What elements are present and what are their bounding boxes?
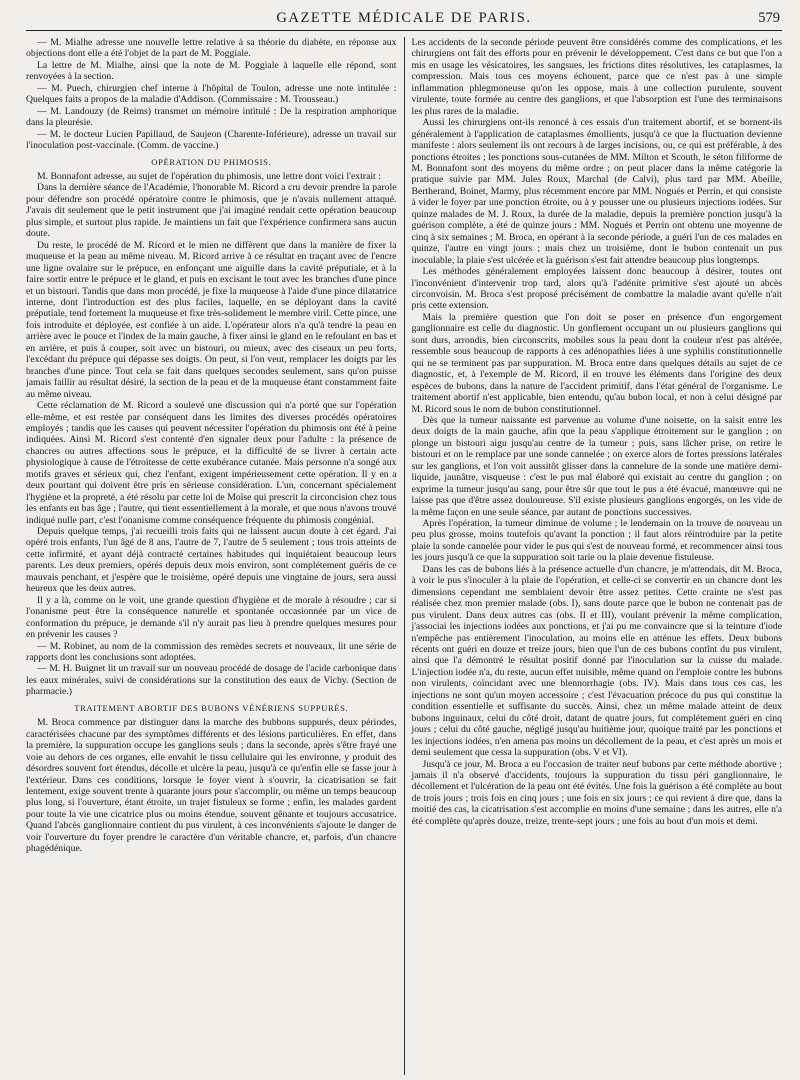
section-heading-bubons: TRAITEMENT ABORTIF DES BUBONS VÉNÉRIENS SUPPURÉS. <box>74 702 349 713</box>
paragraph: Dans la dernière séance de l'Académie, l'honorable M. Ricord a cru devoir prendre la parole pour défendre son procédé opératoire contre le phimosis, que je n'avais nullement attaqué. J'avais dit seulement que le petit instrument que j'ai imaginé rendait cette opération beaucoup plus simple, et surtout plus rapide. Je maintiens un fait que l'expérience confirmera sans aucun doute. <box>26 182 397 240</box>
section-heading-phimosis: OPÉRATION DU PHIMOSIS. <box>151 156 272 167</box>
paragraph: Après l'opération, la tumeur diminue de volume ; le lendemain on la trouve de nouveau un peu plus grosse, moins toutefois qu'avant la ponction ; il faut alors réintroduire par la petite plaie la sonde cannelée pour vider le pus qui s'est de nouveau formé, et recommencer ainsi tous les jours jusqu'à ce que la suppuration soit tarie ou la plaie devenue fistuleuse. <box>411 518 782 564</box>
paragraph: Aussi les chirurgiens ont-ils renoncé à ces essais d'un traitement abortif, et se bornent-ils généralement à l'application de cataplasmes émollients, jusqu'à ce que la fluctuation devienne manifeste : alors seulement ils ont recours à de larges incisions, ou, ce qui est préférable, à des ponctions étroites ; les ponctions sous-cutanées de MM. Milton et Scouth, le séton filiforme de M. Bonnafont sont des moyens du même ordre ; on peut placer dans la même catégorie la pratique suivie par MM. Jules Roux, Marchal (de Calvi), plus tard par MM. Abeille, Bertherand, Boinet, Marmy, plus récemment encore par MM. Nogués et Perrin, et qui consiste à vider le foyer par une ponction étroite, ou à y pousser une ou plusieurs injections iodées. Sur quinze malades de M. J. Roux, la durée de la maladie, depuis la première ponction jusqu'à la guérison complète, a été de quinze jours : MM. Nogués et Perrin ont obtenu une moyenne de cinq à six semaines ; M. Broca, en opérant à la seconde période, a guéri l'un de ces malades en quinze, l'autre en vingt jours ; mais chez un troisième, dont le bubon contenait un pus inoculable, la plaie s'est ulcérée et la guérison s'est fait attendre beaucoup plus longtemps. <box>411 117 782 266</box>
paragraph: — M. Robinet, au nom de la commission des remèdes secrets et nouveaux, lit une série de rapports dont les conclusions sont adoptées. <box>26 640 397 664</box>
paragraph: Depuis quelque temps, j'ai recueilli trois faits qui ne laissent aucun doute à cet égard. J'ai opéré trois enfants, l'un âgé de 8 ans, l'autre de 7, l'autre de 5 seulement ; tous trois atteints de cette infirmité, et ayant déjà contracté certaines habitudes qui inquiétaient beaucoup leurs parents. Les deux premiers, opérés depuis deux mois environ, sont complétement guéris de ce mauvais penchant, et j'espère que le troisième, opéré depuis une vingtaine de jours, sera aussi heureux que les deux autres. <box>26 526 397 595</box>
right-column <box>406 37 783 1075</box>
paragraph: — M. Landouzy (de Reims) transmet un mémoire intitulé : De la respiration amphorique dans la pleurésie. <box>26 105 397 129</box>
paragraph: Les accidents de la seconde période peuvent être considérés comme des complications, et les chirurgiens ont fait des efforts pour en prévenir le développement. C'est dans ce but que l'on a mis en usage les vésicatoires, les sangsues, les frictions dites résolutives, les cataplasmes, la compression. Mais tous ces moyens échouent, parce que ce n'est pas à une simple inflammation phlegmoneuse qu'on les oppose, mais à une collection purulente, souvent virulente, toute formée au centre des ganglions, et que l'absorption est l'une des terminaisons les plus rares de la maladie. <box>411 37 782 117</box>
paragraph: M. Broca commence par distinguer dans la marche des bubbons suppurés, deux périodes, caractérisées chacune par des symptômes différents et des lésions particulières. En effet, dans la première, la suppuration occupe les ganglions seuls ; dans la seconde, après s'être frayé une voie au dehors de ces organes, elle envahit le tissu cellulaire qui les environne, y produit des désordres souvent fort étendus, décolle et ulcère la peau, jusqu'à ce qu'enfin elle se fasse jour à l'extérieur. Dans ces conditions, lorsque le foyer vient à s'ouvrir, la cicatrisation se fait lentement, exige souvent trente à quarante jours pour s'accomplir, ou même un temps beaucoup plus long, si l'ouverture, étant étroite, un trajet fistuleux se forme ; enfin, les malades gardent pour toute la vie une cicatrice plus ou moins étendue, souvent gênante et toujours accusatrice. Quand l'abcès ganglionnaire contient du pus virulent, à ces inconvénients s'ajoute le danger de voir l'ouverture du foyer prendre le caractère d'un véritable chancre, et, parfois, d'un chancre phagédénique. <box>26 717 397 855</box>
paragraph: Cette réclamation de M. Ricord a soulevé une discussion qui n'a porté que sur l'opération elle-même, et est restée par conséquent dans les limites des diverses procédés opératoires employés ; tandis que les causes qui peuvent nécessiter l'opération du phimosis ont été à peine indiquées. Ainsi M. Ricord s'est contenté d'en signaler deux pour l'adulte : la présence de chancres ou autres affections sous le prépuce, et la difficulté de se livrer à certain acte physiologique à cause de l'étroitesse de cette exubérance cutanée. Mais personne n'a songé aux motifs graves et sérieux qui, chez l'enfant, exigent impérieusement cette opération. Il y en a deux pourtant qui doivent être pris en sérieuse considération. L'un, concernant spécialement l'hygiène et la propreté, a été résolu par cette loi de Moïse qui prescrit la circoncision chez tous les enfants en bas âge ; l'autre, qui tient essentiellement à la morale, et que nous n'avons trouvé indiqué nulle part, c'est l'onanisme comme conséquence fréquente du phimosis congénial. <box>26 400 397 526</box>
paragraph: Mais la première question que l'on doit se poser en présence d'un engorgement ganglionnaire est celle du diagnostic. Un gonflement occupant un ou plusieurs ganglions qui sont durs, arrondis, bien circonscrits, mobiles sous la peau dont la couleur n'est pas altérée, ressemble sous beaucoup de rapports à ces adénopathies liées à une syphilis constitutionnelle qui ne se terminent pas par suppuration. M. Broca entre dans quelques détails au sujet de ce diagnostic, et, à l'exemple de M. Ricord, il en trouve les éléments dans l'origine des deux espèces de bubons, dans la nature de l'accident primitif, dans l'état général de l'organisme. Le traitement abortif n'est applicable, bien entendu, qu'au bubon local, et non à celui désigné par M. Ricord sous le nom de bubon constitutionnel. <box>411 311 782 415</box>
paragraph: — M. H. Buignet lit un travail sur un nouveau procédé de dosage de l'acide carbonique dans les eaux minérales, suivi de considérations sur la constitution des eaux de Vichy. (Section de pharmacie.) <box>26 663 397 698</box>
paragraph: M. Bonnafont adresse, au sujet de l'opération du phimosis, une lettre dont voici l'extrait : <box>37 170 381 182</box>
paragraph: La lettre de M. Mialhe, ainsi que la note de M. Poggiale à laquelle elle répond, sont renvoyées à la section. <box>26 59 397 83</box>
column-divider <box>404 37 405 1075</box>
paragraph: — M. Puech, chirurgien chef interne à l'hôpital de Toulon, adresse une note intitulée : Quelques faits a propos de la maladie d'Addison. (Commissaire : M. Trousseau.) <box>26 82 397 106</box>
paragraph: Jusqu'à ce jour, M. Broca a eu l'occasion de traiter neuf bubons par cette méthode abortive ; jamais il n'a observé d'accidents, toujours la suppuration du tissu péri ganglionnaire, le décollement et l'ulcération de la peau ont été évités. Une fois la guérison a été complète au bout de trois jours ; trois fois en cinq jours ; une fois en six jours ; ce qui revient à dire que, dans la moitié des cas, la cicatrisation s'est accomplie en moins d'une semaine ; dans les autres, elle n'a été complète qu'après douze, treize, trente-sept jours ; une fois au bout d'un mois et demi. <box>411 758 782 827</box>
running-head: GAZETTE MÉDICALE DE PARIS. <box>276 10 532 26</box>
paragraph: — M. le docteur Lucien Papillaud, de Saujeon (Charente-Inférieure), adresse un travail sur l'inoculation post-vaccinale. (Comm. de vaccine.) <box>26 128 397 152</box>
paragraph: Du reste, le procédé de M. Ricord et le mien ne diffèrent que dans la manière de fixer la muqueuse et la peau au même niveau. M. Ricord arrive à ce résultat en traçant avec de l'encre une ligne ovalaire sur le prépuce, en enfonçant une aiguille dans la cavité préputiale, et à la faire sortir entre le prépuce et le gland, et puis en excisant le tout avec les branches d'une pince et un bistouri. Tandis que dans mon procédé, je fixe la muqueuse à l'aide d'une pince dilatatrice interne, dont l'introduction est des plus faciles, laquelle, en se déployant dans la cavité préputiale, tend fortement la muqueuse et fixe très-solidement le membre viril. Cette pince, une fois introduite et déployée, est confiée à un aide. L'opérateur alors n'a qu'à tendre la peau en arrière avec le pouce et l'index de la main gauche, à fixer ainsi le gland en le refoulant en bas et en arrière, et puis à couper, soit avec un bistouri, ou mieux, avec des ciseaux un peu forts, l'excédant du prépuce qui dépasse ses doigts. On peut, si l'on veut, remplacer les doigts par les branches d'une pince. Tout cela se fait dans quelques secondes seulement, sans qu'on puisse jamais faillir au résultat désiré, la section de la peau et de la muqueuse étant constamment faite au même niveau. <box>26 239 397 400</box>
paragraph: — M. Mialhe adresse une nouvelle lettre relative à sa théorie du diabète, en réponse aux objections dont elle a été l'objet de la part de M. Poggiale. <box>26 37 397 60</box>
left-column <box>26 37 403 1075</box>
paragraph: Il y a là, comme on le voit, une grande question d'hygiène et de morale à résoudre ; car si l'onanisme peut être la conséquence naturelle et spontanée occasionnée par un vice de conformation du prépuce, je demande s'il n'y aurait pas lieu à prendre quelques mesures pour en prévenir les causes ? <box>26 594 397 641</box>
paragraph: Dès que la tumeur naissante est parvenue au volume d'une noisette, on la saisit entre les deux doigts de la main gauche, afin que la peau s'applique étroitement sur le ganglion ; on plonge un bistouri aigu jusqu'au centre de la tumeur ; puis, sans lâcher prise, on retire le bistouri et on le remplace par une sonde cannelée ; on exerce alors de fortes pressions latérales sur les ganglions, et l'on voit aussitôt glisser dans la cannelure de la sonde une matière demi-liquide, jaunâtre, visqueuse : c'est le pus mal élaboré qui existait au centre du ganglion ; on exprime la tumeur jusqu'au sang, pour être sûr que tout le pus a été évacué, manœuvre qui ne laisse pas que d'être assez douloureuse. S'il existe plusieurs ganglions engorgés, on les vide de la même façon en une seule séance, par autant de ponctions successives. <box>411 414 782 518</box>
paragraph: Les méthodes généralement employées laissent donc beaucoup à désirer, toutes ont l'inconvénient d'intervenir trop tard, alors qu'à l'adénite primitive s'est ajouté un abcès circonvoisin. M. Broca s'est proposé précisément de combattre la maladie avant qu'elle n'ait pris cette extension. <box>411 266 782 312</box>
page-header <box>26 8 782 31</box>
page-number: 579 <box>758 10 780 26</box>
paragraph: Dans les cas de bubons liés à la présence actuelle d'un chancre, je m'attendais, dit M. Broca, à voir le pus s'inoculer à la plaie de l'opération, et celle-ci se convertir en un chancre dont les dimensions cependant me semblaient devoir être assez petites. Cette crainte ne s'est pas réalisée chez mon premier malade (obs. I), sans doute parce que le bubon ne contenait pas de pus virulent. Dans deux autres cas (obs. II et III), voulant prévenir la même complication, j'associai les injections iodées aux ponctions, et j'ai pu me convaincre que si la teinture d'iode n'empêche pas entièrement l'inoculation, au moins elle en atténue les effets. Deux bubons récents ont guéri en douze et treize jours, bien que l'un de ces bubons contînt du pus virulent, ainsi que l'a démontré le résultat positif donné par l'inoculation sur la cuisse du malade. L'injection iodée n'a, du reste, aucun effet nuisible, même quand on l'emploie contre les bubons non virulents, coïncidant avec une blennorrhagie (obs. IV). Mais dans tous ces cas, les injections ne sont qu'un moyen accessoire ; c'est l'évacuation précoce du pus qui constitue la condition essentielle et suffisante du succès. Ainsi, chez un même malade atteint de deux bubons inguinaux, celui du côté droit, datant de quatre jours, fut complétement guéri en cinq jours ; celui du côté gauche, négligé jusqu'au huitième jour, quoique traité par les ponctions et les injections iodées, n'en amena pas moins un décollement de la peau, et c'est après un mois et demi seulement que cessa la suppuration (obs. V et VI). <box>411 563 782 759</box>
article-columns <box>26 37 782 1075</box>
